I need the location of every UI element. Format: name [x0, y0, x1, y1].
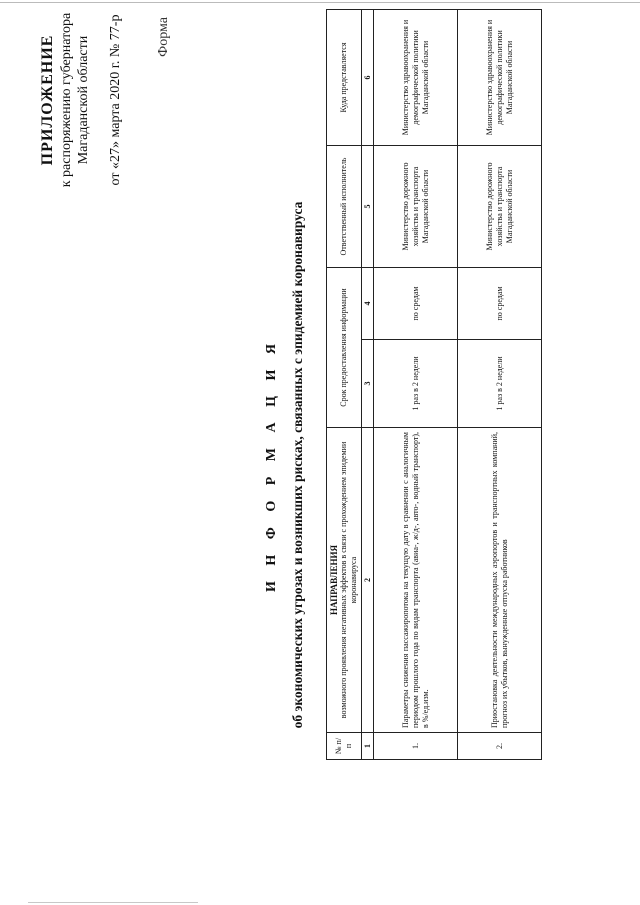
- table-row: [458, 10, 542, 760]
- row-direction: Приостановка деятельности международных аэропортов и транспортных компаний, прогноз их убытков, вынужденные отпуска работников: [458, 428, 542, 733]
- row-number: 2.: [458, 733, 542, 760]
- row-direction: Параметры снижения пассажиропотока на текущую дату в сравнении с аналогичным периодом прошлого года по видам транспорта (авиа-, ж/д-, авто-, водный транспорт), в %/ед.изм.: [374, 428, 458, 733]
- row-frequency: 1 раз в 2 недели: [458, 340, 542, 428]
- col-header-executor: Ответственный исполнитель: [327, 146, 362, 268]
- row-executor: Министерство дорожного хозяйства и транспорта Магаданской области: [458, 146, 542, 268]
- table-header-row: [327, 10, 362, 760]
- col-header-direction: [327, 428, 362, 733]
- row-executor: Министерство дорожного хозяйства и транспорта Магаданской области: [374, 146, 458, 268]
- row-recipient: Министерство здравоохранения и демографической политики Магаданской области: [374, 10, 458, 146]
- top-rule: [0, 2, 640, 3]
- column-number: 6: [362, 10, 374, 146]
- column-number: 1: [362, 733, 374, 760]
- col-header-direction-text: возможного проявления негативных эффектов в связи с прохождением эпидемии коронавируса: [339, 441, 358, 719]
- form-label: Форма: [156, 17, 171, 57]
- row-frequency: 1 раз в 2 недели: [374, 340, 458, 428]
- column-number: 3: [362, 340, 374, 428]
- appendix-header: [38, 10, 124, 190]
- column-number: 5: [362, 146, 374, 268]
- appendix-date-line: от «27» марта 2020 г. № 77-р: [108, 14, 123, 186]
- bottom-rule: [28, 902, 198, 903]
- col-header-deadline: Срок предоставления информации: [327, 268, 362, 428]
- col-header-recipient: Куда представляется: [327, 10, 362, 146]
- appendix-line-2: Магаданской области: [76, 35, 91, 165]
- column-number: 4: [362, 268, 374, 340]
- rotated-page: [10, 10, 630, 895]
- col-header-direction-title: НАПРАВЛЕНИЯ: [329, 545, 339, 615]
- table-row: [374, 10, 458, 760]
- document-subtitle: об экономических угрозах и возникших рисках, связанных с эпидемией коронавируса: [290, 201, 305, 729]
- column-number-row: [362, 10, 374, 760]
- col-header-num: № п/п: [327, 733, 362, 760]
- row-number: 1.: [374, 733, 458, 760]
- row-recipient: Министерство здравоохранения и демографической политики Магаданской области: [458, 10, 542, 146]
- document-title: И Н Ф О Р М А Ц И Я: [264, 338, 279, 592]
- row-day: по средам: [458, 268, 542, 340]
- appendix-title: ПРИЛОЖЕНИЕ: [39, 34, 56, 166]
- appendix-line-1: к распоряжению губернатора: [59, 12, 74, 188]
- information-table: [326, 9, 542, 760]
- column-number: 2: [362, 428, 374, 733]
- row-day: по средам: [374, 268, 458, 340]
